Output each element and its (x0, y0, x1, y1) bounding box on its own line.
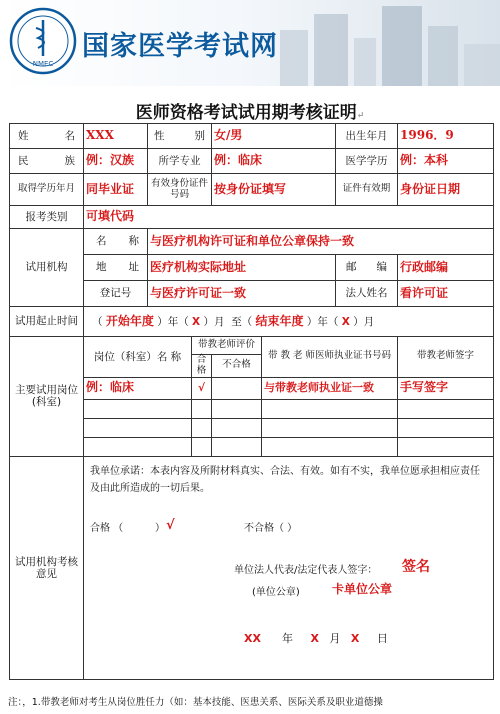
row-trial-period (10, 307, 494, 337)
address-field[interactable]: 医疗机构实际地址 (148, 255, 336, 281)
dept-field[interactable]: 例：临床 (84, 377, 192, 399)
opinion-pass-check: √ (166, 517, 175, 533)
category-field[interactable]: 可填代码 (84, 206, 494, 229)
registration-label: 登记号 (84, 281, 148, 307)
teacher-license-header: 带 教 老 师医师执业证书号码 (262, 337, 398, 378)
degree-date-field[interactable]: 同毕业证 (84, 174, 148, 206)
legal-rep-signature[interactable]: 签名 (402, 558, 430, 575)
institution-name-field[interactable]: 与医疗机构许可证和单位公章保持一致 (148, 229, 494, 255)
address-label: 地 址 (84, 255, 148, 281)
post-section-label: 主要试用岗位(科室) (10, 337, 84, 457)
sex-field[interactable]: 女/男 (212, 124, 336, 149)
pass-check[interactable]: √ (192, 377, 212, 399)
dept-header: 岗位（科室）名 称 (84, 337, 192, 378)
teacher-sign-header: 带教老师签字 (398, 337, 494, 378)
opinion-fail-option[interactable]: 不合格（ ） (244, 522, 298, 534)
name-field[interactable]: XXX (84, 124, 148, 149)
sex-label: 性 别 (148, 124, 212, 149)
legal-rep-label: 单位法人代表/法定代表人签字： (234, 564, 378, 576)
start-year-value: 开始年度 (105, 313, 154, 328)
teacher-eval-header: 带教老师评价 (192, 337, 262, 355)
end-month-value: X (341, 315, 350, 328)
row-post-header (10, 337, 494, 355)
education-field[interactable]: 例：本科 (398, 149, 494, 174)
education-label: 医学学历 (336, 149, 398, 174)
opinion-pass-option[interactable]: 合格 （ ） (90, 522, 165, 534)
seal-label: (单位公章) (252, 586, 300, 598)
city-skyline-image (270, 0, 500, 86)
row-ethnic (10, 149, 494, 174)
registration-field[interactable]: 与医疗许可证一致 (148, 281, 336, 307)
opinion-box (84, 456, 494, 679)
legal-person-field[interactable]: 看许可证 (398, 281, 494, 307)
opinion-section-label: 试用机构考核意见 (10, 456, 84, 679)
name-label: 姓 名 (10, 124, 84, 149)
major-field[interactable]: 例：临床 (212, 149, 336, 174)
seal-field[interactable]: 卡单位公章 (332, 581, 393, 596)
id-validity-label: 证件有效期 (336, 174, 398, 206)
site-name[interactable]: 国家医学考试网 (82, 31, 278, 62)
start-month-value: X (192, 315, 201, 328)
footnote: 注：，1.带教老师对考生从岗位胜任力（如：基本技能、医患关系、医际关系及职业道德操 (8, 697, 383, 708)
opinion-date[interactable]: XX 年 X 月 X 日 (244, 631, 388, 645)
ethnic-label: 民 族 (10, 149, 84, 174)
institution-section-label: 试用机构 (10, 229, 84, 307)
major-label: 所学专业 (148, 149, 212, 174)
ethnic-field[interactable]: 例：汉族 (84, 149, 148, 174)
teacher-sign-field[interactable]: 手写签字 (398, 377, 494, 399)
row-institution-name (10, 229, 494, 255)
svg-text:NMEC: NMEC (32, 60, 54, 68)
teacher-license-field[interactable]: 与带教老师执业证一致 (262, 377, 398, 399)
trial-period-field[interactable]: （ 开始年度 ）年（ X ）月 至（ 结束年度 ）年（ X ）月 (84, 307, 494, 337)
commitment-statement: 我单位承诺：本表内容及所附材料真实、合法、有效。如有不实，我单位愿承担相应责任及由此所造成的一切后果。 (90, 465, 480, 494)
fail-header: 不合格 (212, 355, 262, 378)
document-title: 医师资格考试试用期考核证明↵ (135, 103, 365, 123)
category-label: 报考类别 (10, 206, 84, 229)
degree-date-label: 取得学历年月 (10, 174, 84, 206)
fail-check[interactable] (212, 377, 262, 399)
exam-form-table (9, 123, 494, 680)
trial-period-label: 试用起止时间 (10, 307, 84, 337)
row-category (10, 206, 494, 229)
end-year-value: 结束年度 (255, 313, 304, 328)
row-degree-date (10, 174, 494, 206)
pass-header: 合 格 (192, 355, 212, 378)
birth-label: 出生年月 (336, 124, 398, 149)
legal-person-label: 法人姓名 (336, 281, 398, 307)
row-opinion (10, 456, 494, 679)
postcode-label: 邮 编 (336, 255, 398, 281)
nmec-logo-icon (8, 6, 78, 76)
id-validity-field[interactable]: 身份证日期 (398, 174, 494, 206)
header-banner (0, 0, 500, 86)
birth-field[interactable]: 1996．9 (398, 124, 494, 149)
row-name (10, 124, 494, 149)
id-number-field[interactable]: 按身份证填写 (212, 174, 336, 206)
postcode-field[interactable]: 行政邮编 (398, 255, 494, 281)
institution-name-label: 名 称 (84, 229, 148, 255)
id-number-label: 有效身份证件号码 (148, 174, 212, 206)
